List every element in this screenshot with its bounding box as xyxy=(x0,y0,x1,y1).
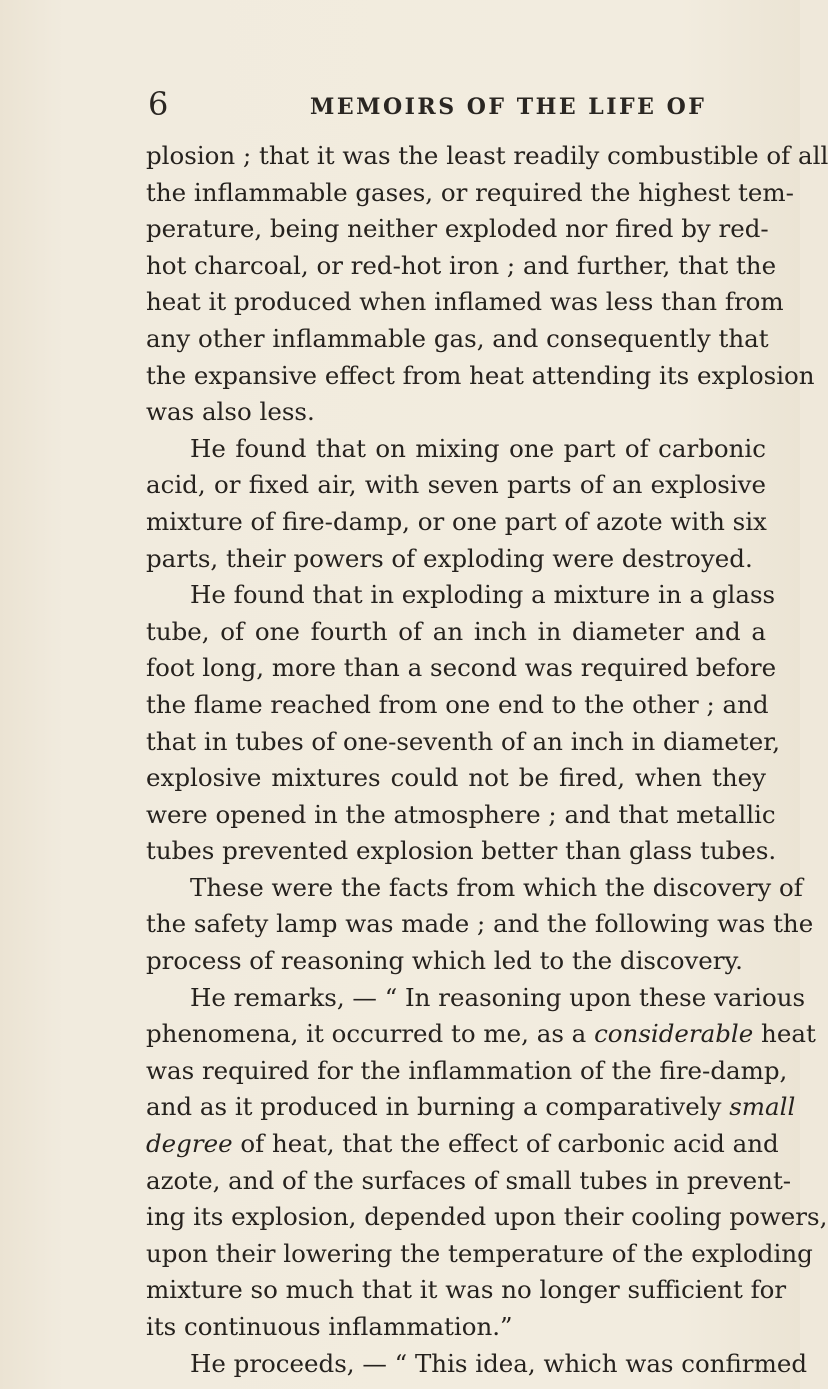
italic-word: degree xyxy=(146,1129,233,1159)
italic-word: considerable xyxy=(594,1019,754,1049)
text-line: plosion ; that it was the least readily combustible of all xyxy=(146,141,828,170)
text-line: mixture of fire-damp, or one part of azote with six xyxy=(146,506,767,536)
text-segment: phenomena, it occurred to me, as a xyxy=(146,1019,595,1049)
italic-word: small xyxy=(729,1092,796,1122)
text-line: was required for the inflammation of the fire-damp, xyxy=(146,1055,788,1085)
text-line: process of reasoning which led to the discovery. xyxy=(146,946,743,976)
text-line xyxy=(146,1016,816,1053)
text-line: the safety lamp was made ; and the following was the xyxy=(146,909,814,939)
text-line: were opened in the atmosphere ; and that metallic xyxy=(146,799,776,829)
text-line: parts, their powers of exploding were destroyed. xyxy=(146,543,753,573)
text-line: He proceeds, — “ This idea, which was confirmed xyxy=(190,1348,807,1378)
text-line: tube, of one fourth of an inch in diameter and a xyxy=(146,616,766,646)
text-line: was also less. xyxy=(146,397,315,427)
text-line: the expansive effect from heat attending its explosion xyxy=(146,360,815,390)
text-line: tubes prevented explosion better than glass tubes. xyxy=(146,836,777,866)
text-line: mixture so much that it was no longer sufficient for xyxy=(146,1275,787,1305)
text-line: upon their lowering the temperature of the exploding xyxy=(146,1238,813,1268)
text-line: These were the facts from which the discovery of xyxy=(190,872,803,902)
running-head: MEMOIRS OF THE LIFE OF xyxy=(310,94,707,120)
text-line: He remarks, — “ In reasoning upon these various xyxy=(190,982,806,1012)
text-line: hot charcoal, or red-hot iron ; and further, that the xyxy=(146,250,777,280)
text-line: the flame reached from one end to the other ; and xyxy=(146,689,769,719)
page-header xyxy=(148,86,768,126)
text-line: He found that in exploding a mixture in a glass xyxy=(190,580,776,610)
text-line: ing its explosion, depended upon their cooling powers, xyxy=(146,1202,828,1232)
text-line: foot long, more than a second was required before xyxy=(146,653,777,683)
page-number: 6 xyxy=(148,85,169,123)
text-line: acid, or fixed air, with seven parts of an explosive xyxy=(146,470,766,500)
text-line xyxy=(146,1126,779,1163)
text-line: its continuous inflammation.” xyxy=(146,1312,513,1341)
text-line xyxy=(146,1089,796,1126)
text-line: that in tubes of one-seventh of an inch in diameter, xyxy=(146,726,781,756)
text-segment: of heat, that the effect of carbonic acid and xyxy=(232,1129,779,1159)
text-line: the inflammable gases, or required the highest tem- xyxy=(146,177,794,207)
body-text xyxy=(146,138,828,1382)
text-line: azote, and of the surfaces of small tubes in prevent- xyxy=(146,1165,792,1195)
text-line: any other inflammable gas, and consequently that xyxy=(146,323,769,353)
text-segment: heat xyxy=(753,1019,816,1049)
text-line: heat it produced when inflamed was less than from xyxy=(146,287,784,317)
text-line: perature, being neither exploded nor fired by red- xyxy=(146,214,769,244)
text-line: explosive mixtures could not be fired, when they xyxy=(146,763,766,793)
text-segment: and as it produced in burning a comparatively xyxy=(146,1092,730,1122)
text-line: He found that on mixing one part of carbonic xyxy=(190,433,766,463)
